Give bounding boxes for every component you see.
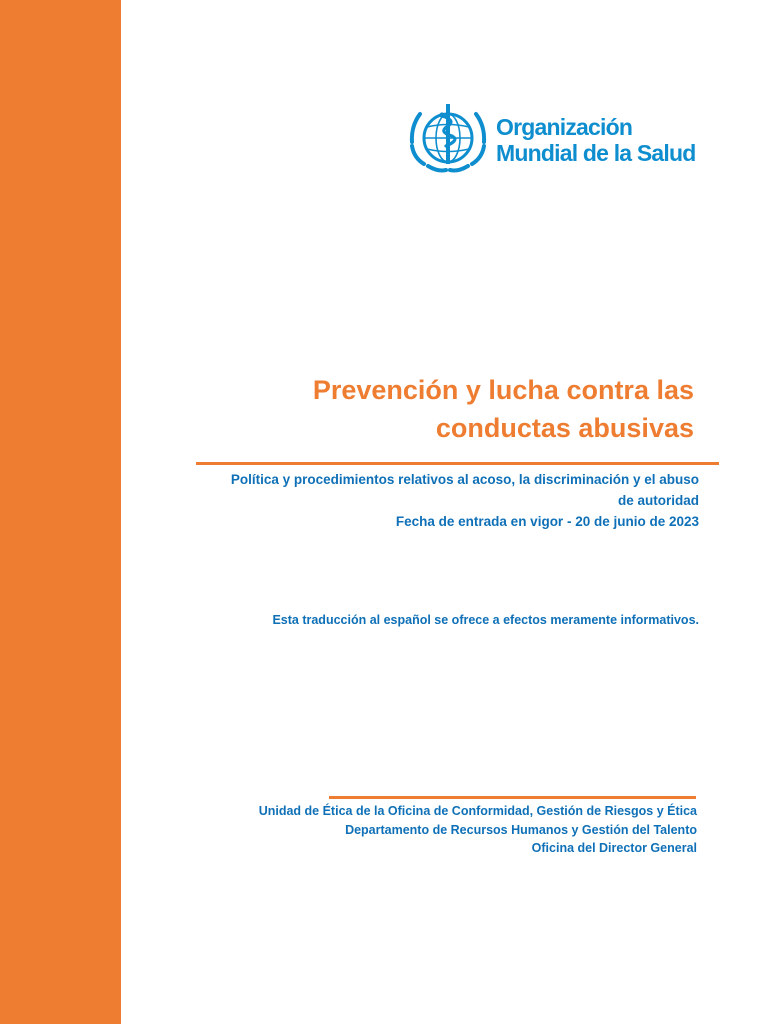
subtitle-line-2: de autoridad [617, 493, 699, 508]
orange-side-bar [0, 0, 121, 1024]
who-emblem-icon [406, 102, 490, 174]
effective-date: Fecha de entrada en vigor - 20 de junio de 2023 [395, 514, 699, 529]
subtitle-line-1: Política y procedimientos relativos al acoso, la discriminación y el abuso [230, 472, 699, 487]
title-divider [196, 462, 719, 465]
translation-note: Esta traducción al español se ofrece a efectos meramente informativos. [272, 613, 699, 627]
footer-line-2: Departamento de Recursos Humanos y Gestión del Talento [345, 822, 697, 837]
logo-line-1: Organización [496, 114, 633, 140]
issuing-units [137, 802, 697, 858]
title-line-2: conductas abusivas [435, 413, 694, 443]
logo-line-2: Mundial de la Salud [496, 140, 696, 166]
footer-divider [329, 796, 696, 799]
document-subtitle [139, 469, 699, 532]
footer-line-3: Oficina del Director General [531, 841, 697, 855]
document-title [214, 371, 694, 447]
title-line-1: Prevención y lucha contra las [312, 375, 694, 405]
footer-line-1: Unidad de Ética de la Oficina de Conformidad, Gestión de Riesgos y Ética [258, 804, 697, 818]
logo-wordmark [496, 114, 696, 166]
who-logo [406, 102, 706, 174]
